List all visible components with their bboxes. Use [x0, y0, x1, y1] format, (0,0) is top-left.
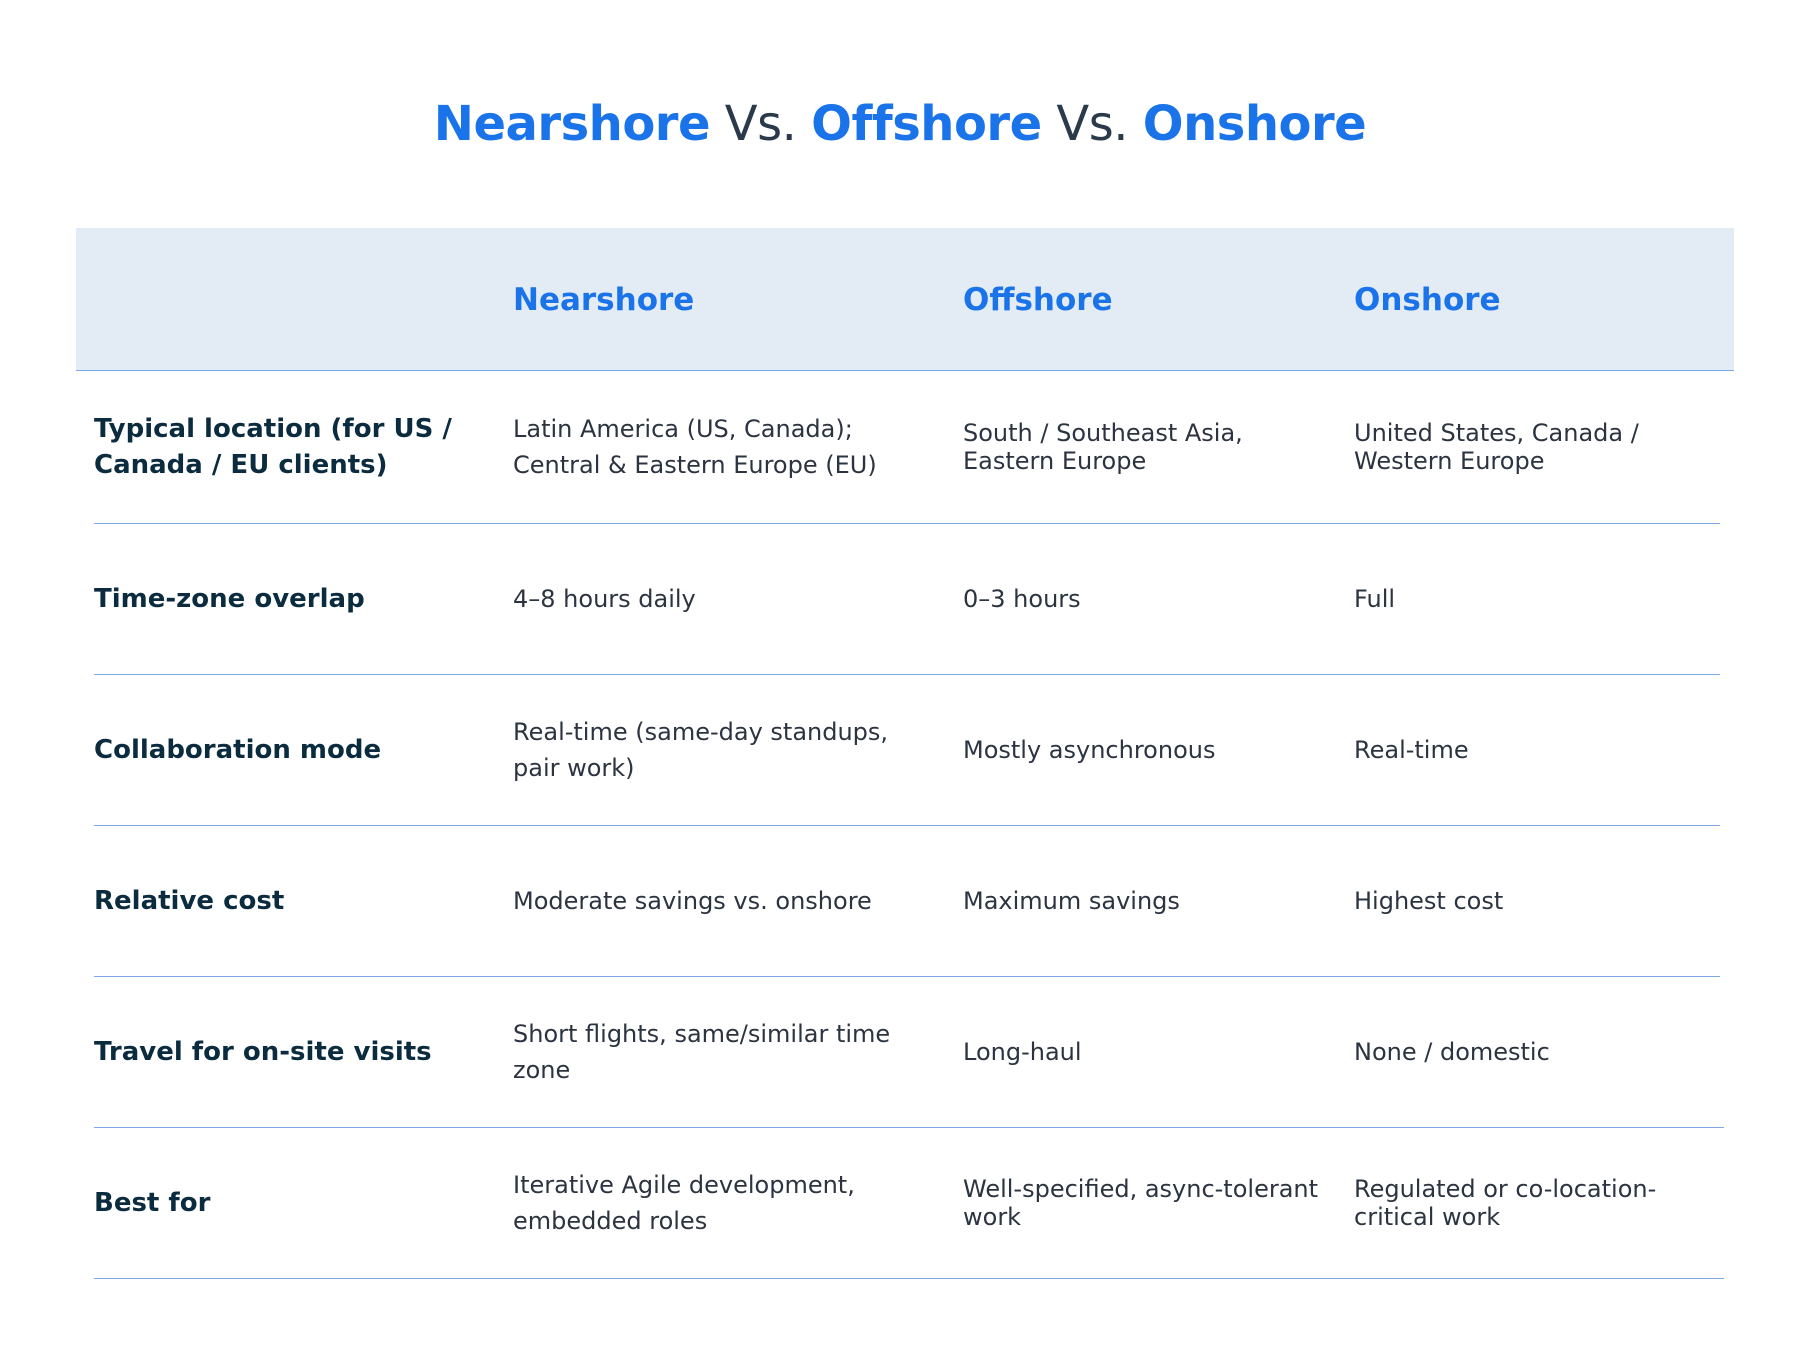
offshore-cell: Maximum savings: [963, 887, 1180, 915]
nearshore-cell: Latin America (US, Canada); Central & Eastern Europe (EU): [513, 415, 877, 479]
onshore-cell: Regulated or co-location-critical work: [1354, 1175, 1657, 1231]
column-header-nearshore: Nearshore: [513, 282, 695, 318]
onshore-cell: Full: [1354, 585, 1396, 613]
page-title: [0, 92, 1800, 156]
title-offshore: Offshore: [811, 96, 1042, 152]
nearshore-cell: Real-time (same-day standups, pair work): [513, 718, 889, 782]
row-label: Best for: [94, 1188, 211, 1218]
row-label: Typical location (for US / Canada / EU clients): [94, 414, 452, 480]
title-onshore: Onshore: [1142, 96, 1367, 152]
offshore-cell: Long-haul: [963, 1038, 1082, 1066]
row-label: Travel for on-site visits: [94, 1037, 432, 1067]
onshore-cell: None / domestic: [1354, 1038, 1550, 1066]
table-row: [0, 1128, 1800, 1278]
nearshore-cell: Short flights, same/similar time zone: [513, 1020, 891, 1084]
row-label: Collaboration mode: [94, 735, 382, 765]
offshore-cell: South / Southeast Asia, Eastern Europe: [963, 419, 1243, 475]
column-header-onshore: Onshore: [1354, 282, 1501, 318]
onshore-cell: Real-time: [1354, 736, 1469, 764]
table-row: [0, 524, 1800, 674]
table-row: [0, 826, 1800, 976]
nearshore-cell: Moderate savings vs. onshore: [513, 887, 872, 915]
column-header-offshore: Offshore: [963, 282, 1113, 318]
table-row: [0, 371, 1800, 523]
title-nearshore: Nearshore: [433, 96, 711, 152]
offshore-cell: 0–3 hours: [963, 585, 1081, 613]
offshore-cell: Mostly asynchronous: [963, 736, 1216, 764]
row-label: Relative cost: [94, 886, 285, 916]
nearshore-cell: 4–8 hours daily: [513, 585, 696, 613]
nearshore-cell: Iterative Agile development, embedded roles: [513, 1171, 855, 1235]
onshore-cell: United States, Canada / Western Europe: [1354, 419, 1639, 475]
table-row: [0, 675, 1800, 825]
table-row: [0, 977, 1800, 1127]
row-label: Time-zone overlap: [94, 584, 365, 614]
offshore-cell: Well-specified, async-tolerant work: [963, 1175, 1319, 1231]
title-vs-1: Vs.: [710, 96, 812, 152]
onshore-cell: Highest cost: [1354, 887, 1504, 915]
row-divider: [94, 1278, 1724, 1279]
title-vs-2: Vs.: [1041, 96, 1143, 152]
